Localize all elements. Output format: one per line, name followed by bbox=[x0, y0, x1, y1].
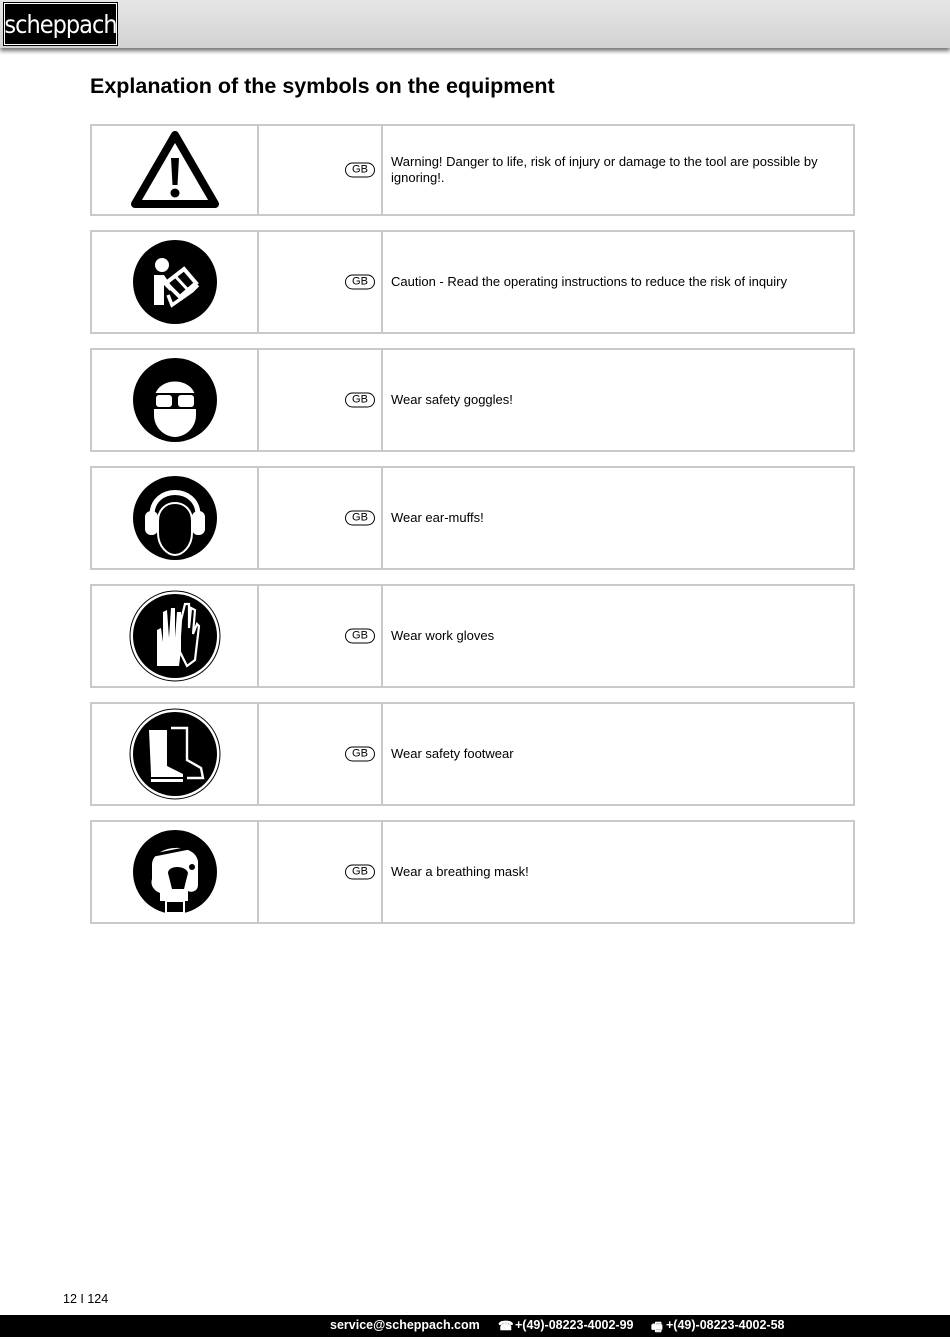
ear-muffs-icon bbox=[132, 475, 218, 561]
service-email: service@scheppach.com bbox=[330, 1318, 480, 1332]
language-badge: GB bbox=[345, 275, 375, 290]
language-cell bbox=[259, 704, 383, 804]
symbol-row bbox=[90, 124, 855, 216]
description-text: Wear safety footwear bbox=[391, 746, 514, 761]
symbol-row bbox=[90, 702, 855, 806]
fax-icon: 🖷 bbox=[651, 1320, 663, 1334]
scheppach-logo: scheppach bbox=[4, 3, 117, 45]
symbol-cell bbox=[92, 704, 259, 804]
symbol-description bbox=[383, 126, 853, 214]
symbol-cell bbox=[92, 126, 259, 214]
description-text: Warning! Danger to life, risk of injury or damage to the tool are possible by ignoring!. bbox=[391, 154, 818, 185]
language-badge: GB bbox=[345, 511, 375, 526]
work-gloves-icon bbox=[129, 590, 221, 682]
symbol-cell bbox=[92, 468, 259, 568]
description-text: Wear a breathing mask! bbox=[391, 864, 529, 879]
symbol-description bbox=[383, 232, 853, 332]
description-text: Wear ear-muffs! bbox=[391, 510, 484, 525]
warning-triangle-icon bbox=[131, 130, 219, 210]
language-cell bbox=[259, 126, 383, 214]
language-badge: GB bbox=[345, 163, 375, 178]
phone-number: +(49)-08223-4002-99 bbox=[515, 1318, 634, 1332]
symbol-description bbox=[383, 350, 853, 450]
safety-goggles-icon bbox=[132, 357, 218, 443]
language-cell bbox=[259, 468, 383, 568]
language-badge: GB bbox=[345, 865, 375, 880]
symbol-row bbox=[90, 466, 855, 570]
symbol-description bbox=[383, 468, 853, 568]
language-badge: GB bbox=[345, 393, 375, 408]
footer-bar bbox=[0, 1315, 950, 1337]
symbol-cell bbox=[92, 586, 259, 686]
read-manual-icon bbox=[132, 239, 218, 325]
symbol-row bbox=[90, 348, 855, 452]
page-title: Explanation of the symbols on the equipment bbox=[90, 74, 555, 98]
page-number: 12 I 124 bbox=[63, 1292, 109, 1306]
language-cell bbox=[259, 586, 383, 686]
description-text: Wear work gloves bbox=[391, 628, 495, 643]
symbol-row bbox=[90, 820, 855, 924]
language-cell bbox=[259, 822, 383, 922]
language-cell bbox=[259, 232, 383, 332]
symbol-description bbox=[383, 822, 853, 922]
language-badge: GB bbox=[345, 747, 375, 762]
symbol-row bbox=[90, 584, 855, 688]
symbol-cell bbox=[92, 232, 259, 332]
symbol-cell bbox=[92, 350, 259, 450]
language-badge: GB bbox=[345, 629, 375, 644]
symbol-cell bbox=[92, 822, 259, 922]
safety-footwear-icon bbox=[129, 708, 221, 800]
symbol-description bbox=[383, 704, 853, 804]
breathing-mask-icon bbox=[132, 829, 218, 915]
header-bar bbox=[0, 0, 950, 48]
fax-number: +(49)-08223-4002-58 bbox=[666, 1318, 785, 1332]
language-cell bbox=[259, 350, 383, 450]
symbol-row bbox=[90, 230, 855, 334]
phone-icon: ☎ bbox=[498, 1319, 514, 1333]
symbol-description bbox=[383, 586, 853, 686]
description-text: Wear safety goggles! bbox=[391, 392, 513, 407]
description-text: Caution - Read the operating instructions to reduce the risk of inquiry bbox=[391, 274, 787, 289]
